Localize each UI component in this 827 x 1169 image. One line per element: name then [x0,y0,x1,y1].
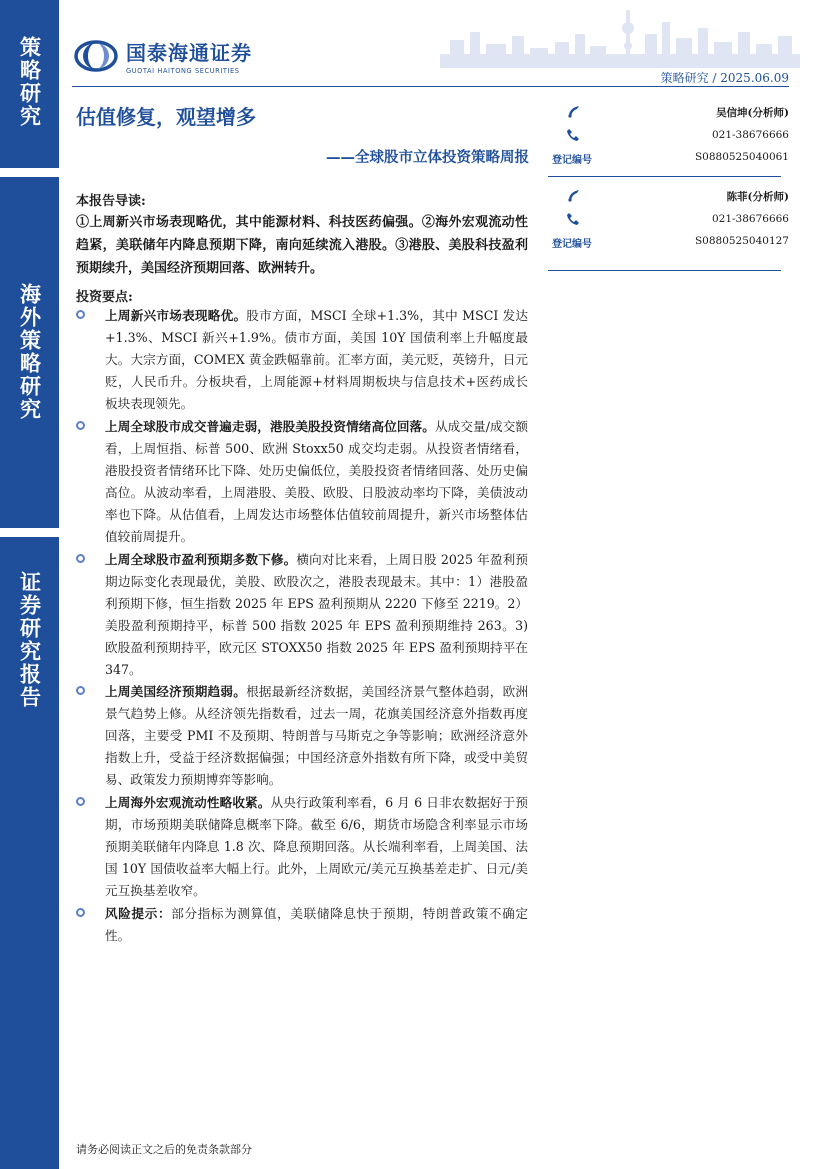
key-point-lead: 上周海外宏观流动性略收紧。 [105,795,271,810]
skyline-decoration-icon [440,4,800,68]
phone-icon [566,128,580,142]
analyst-phone: 021-38676666 [711,129,789,141]
brand-name-cn: 国泰海通证券 [126,41,252,65]
key-point-text: 从央行政策利率看，6 月 6 日非农数据好于预期，市场预期美联储降息概率下降。截至 6/6，期货市场隐含利率显示市场预期美联储年内降息 1.8 次、降息预期回落。从长端利率看，上周美国、法国 10Y 国债收益率大幅上行。此外，上周欧元/美元互换基差走扩、日元/美元互换基差收窄。 [105,795,528,898]
brand-logo-icon [74,40,120,72]
sidebar-label: 证券研究报告 [17,571,42,709]
analyst-name: 陈菲(分析师) [726,191,789,203]
key-point-lead: 上周全球股市盈利预期多数下修。 [105,552,297,567]
analyst-reg-no: S0880525040061 [694,151,789,163]
key-point-lead: 上周全球股市成交普遍走弱，港股美股投资情绪高位回落。 [105,419,435,434]
analyst-card [548,103,789,167]
intro-heading: 本报告导读: [76,194,146,209]
sidebar-label: 海外策略研究 [17,283,42,421]
key-point-risk [76,903,528,947]
sidebar-tab-securities-report [0,537,59,1169]
bullet-icon [76,554,85,563]
analyst-reg-no: S0880525040127 [694,235,789,247]
analyst-card [548,187,789,251]
doc-type-date: 策略研究 / 2025.06.09 [660,71,789,85]
key-point [76,416,528,548]
pen-icon [566,188,582,202]
phone-icon [566,212,580,226]
bullet-icon [76,421,85,430]
key-point [76,792,528,902]
pen-icon [566,104,582,118]
header-divider [72,86,789,87]
key-point-text: 横向对比来看，上周日股 2025 年盈利预期边际变化表现最优，美股、欧股次之，港股表现最末。其中：1）港股盈利预期下修，恒生指数 2025 年 EPS 盈利预期从 2220 下修至 2219。2）美股盈利预期持平，标普 500 指数 2025 年 EPS 盈利预期维持 263。3)欧股盈利预期持平，欧元区 STOXX50 指数 2025 年 EPS 盈利预期持平在 347。 [105,552,528,677]
footer-disclaimer: 请务必阅读正文之后的免责条款部分 [76,1143,252,1156]
analyst-name: 吴信坤(分析师) [716,107,789,119]
key-point [76,549,528,681]
analyst-phone: 021-38676666 [711,213,789,225]
bullet-icon [76,797,85,806]
key-point [76,305,528,415]
key-point-text: 股市方面，MSCI 全球+1.3%，其中 MSCI 发达+1.3%、MSCI 新兴+1.9%。债市方面，美国 10Y 国债利率上升幅度最大。大宗方面，COMEX 黄金跌幅靠前。汇率方面，美元贬，英镑升，日元贬，人民币升。分板块看，上周能源+材料周期板块与信息技术+医药成长板块表现领先。 [105,308,529,411]
key-point-lead: 上周新兴市场表现略优。 [105,308,247,323]
sidebar-tab-strategy-research [0,0,59,168]
brand-name-en: GUOTAI HAITONG SECURITIES [126,67,240,75]
sidebar-tab-overseas-strategy [0,177,59,528]
key-points-heading: 投资要点: [76,290,133,305]
key-point-text: 根据最新经济数据，美国经济景气整体趋弱，欧洲景气趋势上修。从经济领先指数看，过去一周，花旗美国经济意外指数再度回落，主要受 PMI 不及预期、特朗普与马斯克之争等影响；欧洲经济意外指数上升，受益于经济数据偏强；中国经济意外指数有所下降，或受中美贸易、政策发力预期博弈等影响。 [105,684,529,787]
key-point [76,681,528,791]
reg-label: 登记编号 [552,155,592,166]
analyst-divider [548,270,781,271]
bullet-icon [76,908,85,917]
key-point-text: 从成交量/成交额看，上周恒指、标普 500、欧洲 Stoxx50 成交均走弱。从投资者情绪看，港股投资者情绪环比下降、处历史偏低位，美股投资者情绪回落、处历史偏高位。从波动率看，上周港股、美股、欧股、日股波动率均下降，美债波动率也下降。从估值看，上周发达市场整体估值较前周提升，新兴市场整体估值较前周提升。 [105,419,529,544]
key-point-lead: 上周美国经济预期趋弱。 [105,684,247,699]
brand-logo [74,37,252,75]
reg-label: 登记编号 [552,239,592,250]
key-point-lead: 风险提示： [105,906,172,921]
report-subtitle: ——全球股市立体投资策略周报 [326,150,529,166]
report-title: 估值修复，观望增多 [76,105,256,129]
sidebar-label: 策略研究 [17,36,42,128]
bullet-icon [76,686,85,695]
analyst-divider [548,176,781,177]
intro-text: ①上周新兴市场表现略优，其中能源材料、科技医药偏强。②海外宏观流动性趋紧，美联储年内降息预期下降，南向延续流入港股。③港股、美股科技盈利预期续升，美国经济预期回落、欧洲转升。 [76,215,528,276]
bullet-icon [76,310,85,319]
key-point-text: 部分指标为测算值，美联储降息快于预期，特朗普政策不确定性。 [105,906,529,943]
